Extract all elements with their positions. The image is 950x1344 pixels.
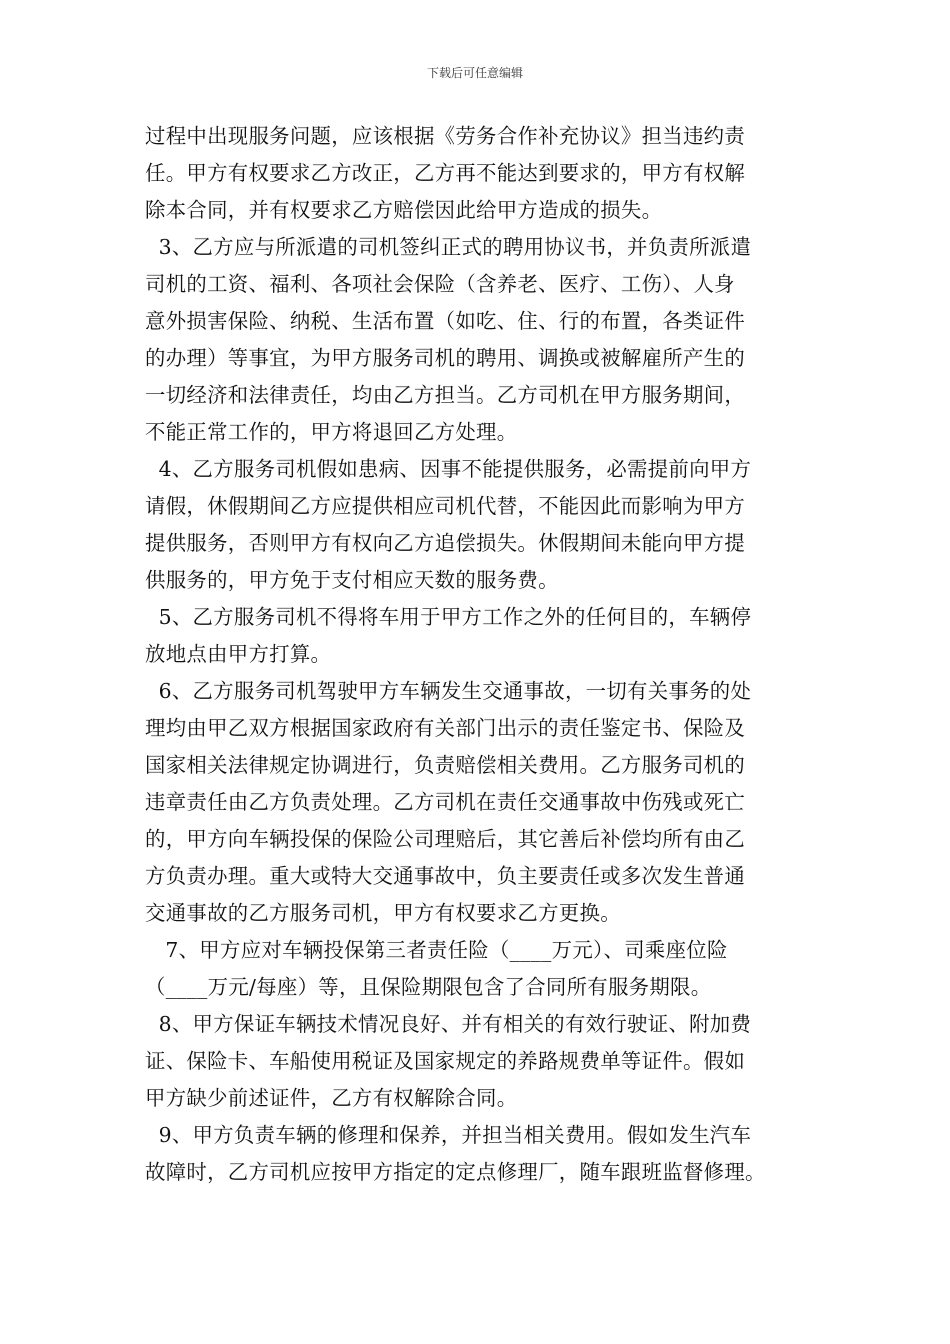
body-line: 理均由甲乙双方根据国家政府有关部门出示的责任鉴定书、保险及 [145,716,746,740]
body-line: 供服务的，甲方免于支付相应天数的服务费。 [145,568,559,592]
body-line: 故障时，乙方司机应按甲方指定的定点修理厂，随车跟班监督修理。 [145,1160,766,1184]
body-line: 一切经济和法律责任，均由乙方担当。乙方司机在甲方服务期间， [145,383,746,407]
body-line: 提供服务，否则甲方有权向乙方追偿损失。休假期间未能向甲方提 [145,531,746,555]
body-line: 意外损害保险、纳税、生活布置（如吃、住、行的布置，各类证件 [145,309,746,333]
body-line: 司机的工资、福利、各项社会保险（含养老、医疗、工伤）、人身 [145,272,735,296]
body-line: 不能正常工作的，甲方将退回乙方处理。 [145,420,518,444]
document-body [145,118,835,1191]
page-header: 下载后可任意编辑 [426,66,523,80]
body-line: 的，甲方向车辆投保的保险公司理赔后，其它善后补偿均所有由乙 [145,827,746,851]
body-line: （____万元/每座）等，且保险期限包含了合同所有服务期限。 [145,975,712,999]
body-line: 任。甲方有权要求乙方改正，乙方再不能达到要求的，甲方有权解 [145,161,746,185]
body-line: 9、甲方负责车辆的修理和保养，并担当相关费用。假如发生汽车 [145,1123,752,1147]
body-line: 证、保险卡、车船使用税证及国家规定的养路规费单等证件。假如 [145,1049,746,1073]
body-line: 违章责任由乙方负责处理。乙方司机在责任交通事故中伤残或死亡 [145,790,746,814]
body-line: 5、乙方服务司机不得将车用于甲方工作之外的任何目的，车辆停 [145,605,752,629]
body-line: 除本合同，并有权要求乙方赔偿因此给甲方造成的损失。 [145,198,663,222]
body-line: 8、甲方保证车辆技术情况良好、并有相关的有效行驶证、附加费 [145,1012,752,1036]
body-line: 过程中出现服务问题，应该根据《劳务合作补充协议》担当违约责 [145,124,746,148]
body-line: 方负责办理。重大或特大交通事故中，负主要责任或多次发生普通 [145,864,746,888]
body-line: 甲方缺少前述证件，乙方有权解除合同。 [145,1086,518,1110]
body-line: 请假，休假期间乙方应提供相应司机代替，不能因此而影响为甲方 [145,494,746,518]
body-line: 交通事故的乙方服务司机，甲方有权要求乙方更换。 [145,901,621,925]
body-line: 7、甲方应对车辆投保第三者责任险（____万元）、司乘座位险 [145,938,728,962]
body-line: 4、乙方服务司机假如患病、因事不能提供服务，必需提前向甲方 [145,457,752,481]
body-line: 6、乙方服务司机驾驶甲方车辆发生交通事故，一切有关事务的处 [145,679,752,703]
body-line: 的办理）等事宜，为甲方服务司机的聘用、调换或被解雇所产生的 [145,346,746,370]
body-line: 放地点由甲方打算。 [145,642,332,666]
body-line: 3、乙方应与所派遣的司机签纠正式的聘用协议书，并负责所派遣 [145,235,752,259]
body-line: 国家相关法律规定协调进行，负责赔偿相关费用。乙方服务司机的 [145,753,746,777]
